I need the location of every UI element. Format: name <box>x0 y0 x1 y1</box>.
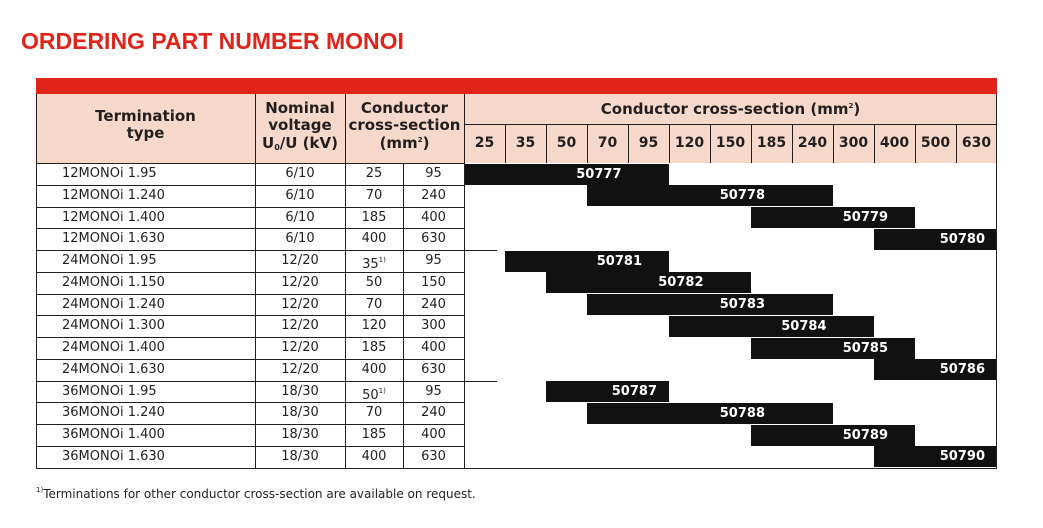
part-number-bar <box>587 294 833 315</box>
cell-termination-type: 24MONOi 1.400 <box>62 340 165 355</box>
part-number-bar <box>751 425 915 446</box>
column-header-50: 50 <box>556 135 577 151</box>
header-conductor-cross-section <box>345 100 464 152</box>
conductor-min-value: 70 <box>365 187 383 203</box>
cell-termination-type: 24MONOi 1.630 <box>62 361 165 377</box>
grid-vline <box>505 124 506 163</box>
grid-vline <box>874 124 875 163</box>
part-number-label: 50788 <box>719 405 765 421</box>
grid-vline <box>546 124 547 163</box>
grid-hline <box>36 272 465 273</box>
conductor-min-value: 70 <box>365 296 383 312</box>
cell-nominal-voltage: 12/20 <box>281 274 319 290</box>
header-voltage-line2: voltage <box>268 116 332 135</box>
cell-conductor-max: 630 <box>421 448 446 464</box>
conductor-min-footnote: 1) <box>378 386 386 395</box>
cell-termination-type: 12MONOi 1.630 <box>62 231 165 247</box>
cell-conductor-max: 240 <box>421 296 446 312</box>
part-number-bar <box>669 316 874 337</box>
part-number-label: 50780 <box>939 231 985 247</box>
cell-conductor-max: 300 <box>421 318 446 334</box>
cell-conductor-min <box>345 185 403 206</box>
part-number-bar <box>464 164 669 185</box>
cell-nominal-voltage: 18/30 <box>281 448 319 464</box>
grid-vline <box>464 94 465 468</box>
header-range-close: ) <box>853 100 861 118</box>
voltage-symbol: U <box>262 133 275 152</box>
grid-vline <box>255 94 256 468</box>
cell-nominal-voltage: 6/10 <box>285 231 315 247</box>
conductor-min-value: 185 <box>361 427 387 442</box>
conductor-min-value: 120 <box>361 318 387 334</box>
grid-hline <box>36 468 997 469</box>
cell-termination-type: 36MONOi 1.400 <box>62 427 165 442</box>
header-conductor-line2: cross-section <box>348 116 461 135</box>
part-number-label: 50783 <box>719 297 765 312</box>
cell-conductor-min <box>345 272 403 293</box>
grid-hline <box>36 381 497 382</box>
grid-vline <box>345 94 346 468</box>
footnote-text: Terminations for other conductor cross-section are available on request. <box>43 487 476 501</box>
cell-nominal-voltage: 18/30 <box>281 405 319 421</box>
cell-conductor-max: 150 <box>421 274 446 290</box>
cell-conductor-min <box>345 250 403 271</box>
part-number-bar <box>505 251 669 272</box>
grid-vline <box>833 124 834 163</box>
header-nominal-voltage <box>255 100 345 152</box>
cell-conductor-max: 95 <box>425 383 442 399</box>
cell-termination-type: 36MONOi 1.630 <box>62 448 165 464</box>
part-number-label: 50786 <box>939 362 985 378</box>
grid-vline <box>915 124 916 163</box>
header-voltage-line3 <box>255 135 345 152</box>
part-number-label: 50782 <box>658 275 704 291</box>
column-header-500: 500 <box>920 135 951 151</box>
grid-hline <box>36 250 497 251</box>
grid-hline <box>36 424 465 425</box>
cell-nominal-voltage: 6/10 <box>285 187 315 203</box>
cell-conductor-max: 95 <box>425 166 442 181</box>
header-termination-line1: Termination <box>95 107 196 125</box>
grid-vline <box>996 94 997 468</box>
column-header-300: 300 <box>838 135 869 151</box>
cell-termination-type: 24MONOi 1.240 <box>62 296 165 312</box>
cell-termination-type: 24MONOi 1.300 <box>62 318 165 334</box>
cell-conductor-min <box>345 359 403 380</box>
cell-nominal-voltage: 6/10 <box>285 166 315 181</box>
grid-hline <box>36 446 465 447</box>
cell-conductor-min <box>345 294 403 315</box>
grid-vline <box>710 124 711 163</box>
grid-hline <box>36 337 465 338</box>
column-header-70: 70 <box>597 135 618 151</box>
cell-conductor-max: 630 <box>421 231 446 247</box>
column-header-25: 25 <box>474 135 495 151</box>
cell-conductor-max: 240 <box>421 187 446 203</box>
header-conductor-close: ) <box>422 133 430 152</box>
part-number-bar <box>874 446 997 467</box>
cell-conductor-min <box>345 207 403 228</box>
cell-nominal-voltage: 12/20 <box>281 253 319 268</box>
grid-hline <box>36 163 465 164</box>
part-number-label: 50787 <box>611 384 657 399</box>
grid-vline <box>751 124 752 163</box>
part-number-label: 50777 <box>576 166 622 182</box>
cell-conductor-max: 630 <box>421 361 446 377</box>
grid-vline <box>792 124 793 163</box>
cell-nominal-voltage: 18/30 <box>281 427 319 442</box>
part-number-bar <box>546 272 751 293</box>
grid-hline <box>36 228 465 229</box>
voltage-unit: /U (kV) <box>279 133 338 152</box>
part-number-label: 50784 <box>781 318 827 334</box>
part-number-label: 50785 <box>842 340 888 356</box>
header-conductor-line3 <box>345 135 464 152</box>
cell-nominal-voltage: 12/20 <box>281 340 319 355</box>
cell-termination-type: 24MONOi 1.95 <box>62 253 157 268</box>
conductor-min-value: 25 <box>365 166 383 181</box>
header-range-text: Conductor cross-section (mm <box>600 100 849 118</box>
conductor-min-value: 185 <box>361 340 387 355</box>
grid-hline <box>464 124 997 125</box>
header-voltage-line1: Nominal <box>265 99 335 117</box>
part-number-bar <box>587 185 833 206</box>
cell-nominal-voltage: 12/20 <box>281 296 319 312</box>
header-conductor-sup: 2 <box>417 135 423 144</box>
conductor-min-value: 70 <box>365 405 383 421</box>
cell-termination-type: 12MONOi 1.95 <box>62 166 157 181</box>
cell-nominal-voltage: 12/20 <box>281 361 319 377</box>
page-title: ORDERING PART NUMBER MONOI <box>21 28 404 54</box>
header-range-sup: 2 <box>848 102 854 110</box>
voltage-subscript: 0 <box>274 142 280 152</box>
conductor-min-value: 35 <box>362 257 379 272</box>
header-termination-type <box>36 108 255 143</box>
part-number-bar <box>751 207 915 228</box>
footnote-mark: 1) <box>36 486 44 494</box>
part-number-label: 50778 <box>719 188 765 204</box>
column-header-630: 630 <box>961 135 992 151</box>
cell-conductor-min <box>345 402 403 423</box>
conductor-min-value: 400 <box>361 361 387 377</box>
cell-nominal-voltage: 6/10 <box>285 209 315 225</box>
part-number-label: 50779 <box>842 210 888 225</box>
part-number-bar <box>874 229 997 250</box>
part-number-label: 50789 <box>842 427 888 443</box>
cell-conductor-min <box>345 381 403 402</box>
conductor-min-value: 50 <box>365 274 383 290</box>
header-conductor-unit: (mm <box>379 133 418 152</box>
grid-hline <box>36 207 465 208</box>
conductor-min-value: 400 <box>361 448 387 464</box>
conductor-min-value: 50 <box>362 387 379 403</box>
column-header-150: 150 <box>715 135 746 151</box>
part-number-label: 50790 <box>939 449 985 465</box>
grid-vline <box>956 124 957 163</box>
grid-vline <box>628 124 629 163</box>
header-conductor-range-title <box>464 101 997 118</box>
cell-conductor-max: 400 <box>421 340 446 355</box>
part-number-label: 50781 <box>596 253 642 269</box>
grid-vline <box>587 124 588 163</box>
part-number-bar <box>874 359 997 380</box>
cell-conductor-max: 95 <box>425 253 442 268</box>
cell-conductor-min <box>345 163 403 184</box>
cell-conductor-max: 400 <box>421 209 446 225</box>
cell-termination-type: 12MONOi 1.240 <box>62 187 165 203</box>
header-conductor-line1: Conductor <box>360 99 449 117</box>
part-number-bar <box>587 403 833 424</box>
column-header-400: 400 <box>879 135 910 151</box>
footnote <box>36 486 476 501</box>
column-header-185: 185 <box>756 135 787 151</box>
conductor-min-value: 185 <box>361 209 387 225</box>
cell-nominal-voltage: 12/20 <box>281 318 319 334</box>
cell-conductor-min <box>345 424 403 445</box>
grid-hline <box>36 185 465 186</box>
grid-hline <box>36 294 465 295</box>
grid-hline <box>36 402 465 403</box>
cell-conductor-max: 400 <box>421 427 446 442</box>
grid-hline <box>36 315 465 316</box>
column-header-35: 35 <box>515 135 536 151</box>
grid-vline <box>403 163 404 468</box>
conductor-min-value: 400 <box>361 231 387 247</box>
part-number-bar <box>546 381 669 402</box>
column-header-95: 95 <box>638 135 659 151</box>
grid-hline <box>36 359 465 360</box>
cell-termination-type: 12MONOi 1.400 <box>62 209 165 225</box>
table-top-bar <box>36 78 997 94</box>
cell-conductor-min <box>345 228 403 249</box>
cell-nominal-voltage: 18/30 <box>281 383 319 399</box>
cell-termination-type: 36MONOi 1.240 <box>62 405 165 421</box>
cell-termination-type: 24MONOi 1.150 <box>62 274 165 290</box>
column-header-240: 240 <box>797 135 828 151</box>
grid-vline <box>669 124 670 163</box>
grid-vline <box>36 94 37 468</box>
cell-termination-type: 36MONOi 1.95 <box>62 383 157 399</box>
cell-conductor-min <box>345 446 403 467</box>
cell-conductor-min <box>345 337 403 358</box>
header-termination-line2: type <box>126 124 165 143</box>
column-header-120: 120 <box>674 135 705 151</box>
conductor-min-footnote: 1) <box>378 256 386 264</box>
cell-conductor-max: 240 <box>421 405 446 421</box>
part-number-bar <box>751 338 915 359</box>
cell-conductor-min <box>345 315 403 336</box>
